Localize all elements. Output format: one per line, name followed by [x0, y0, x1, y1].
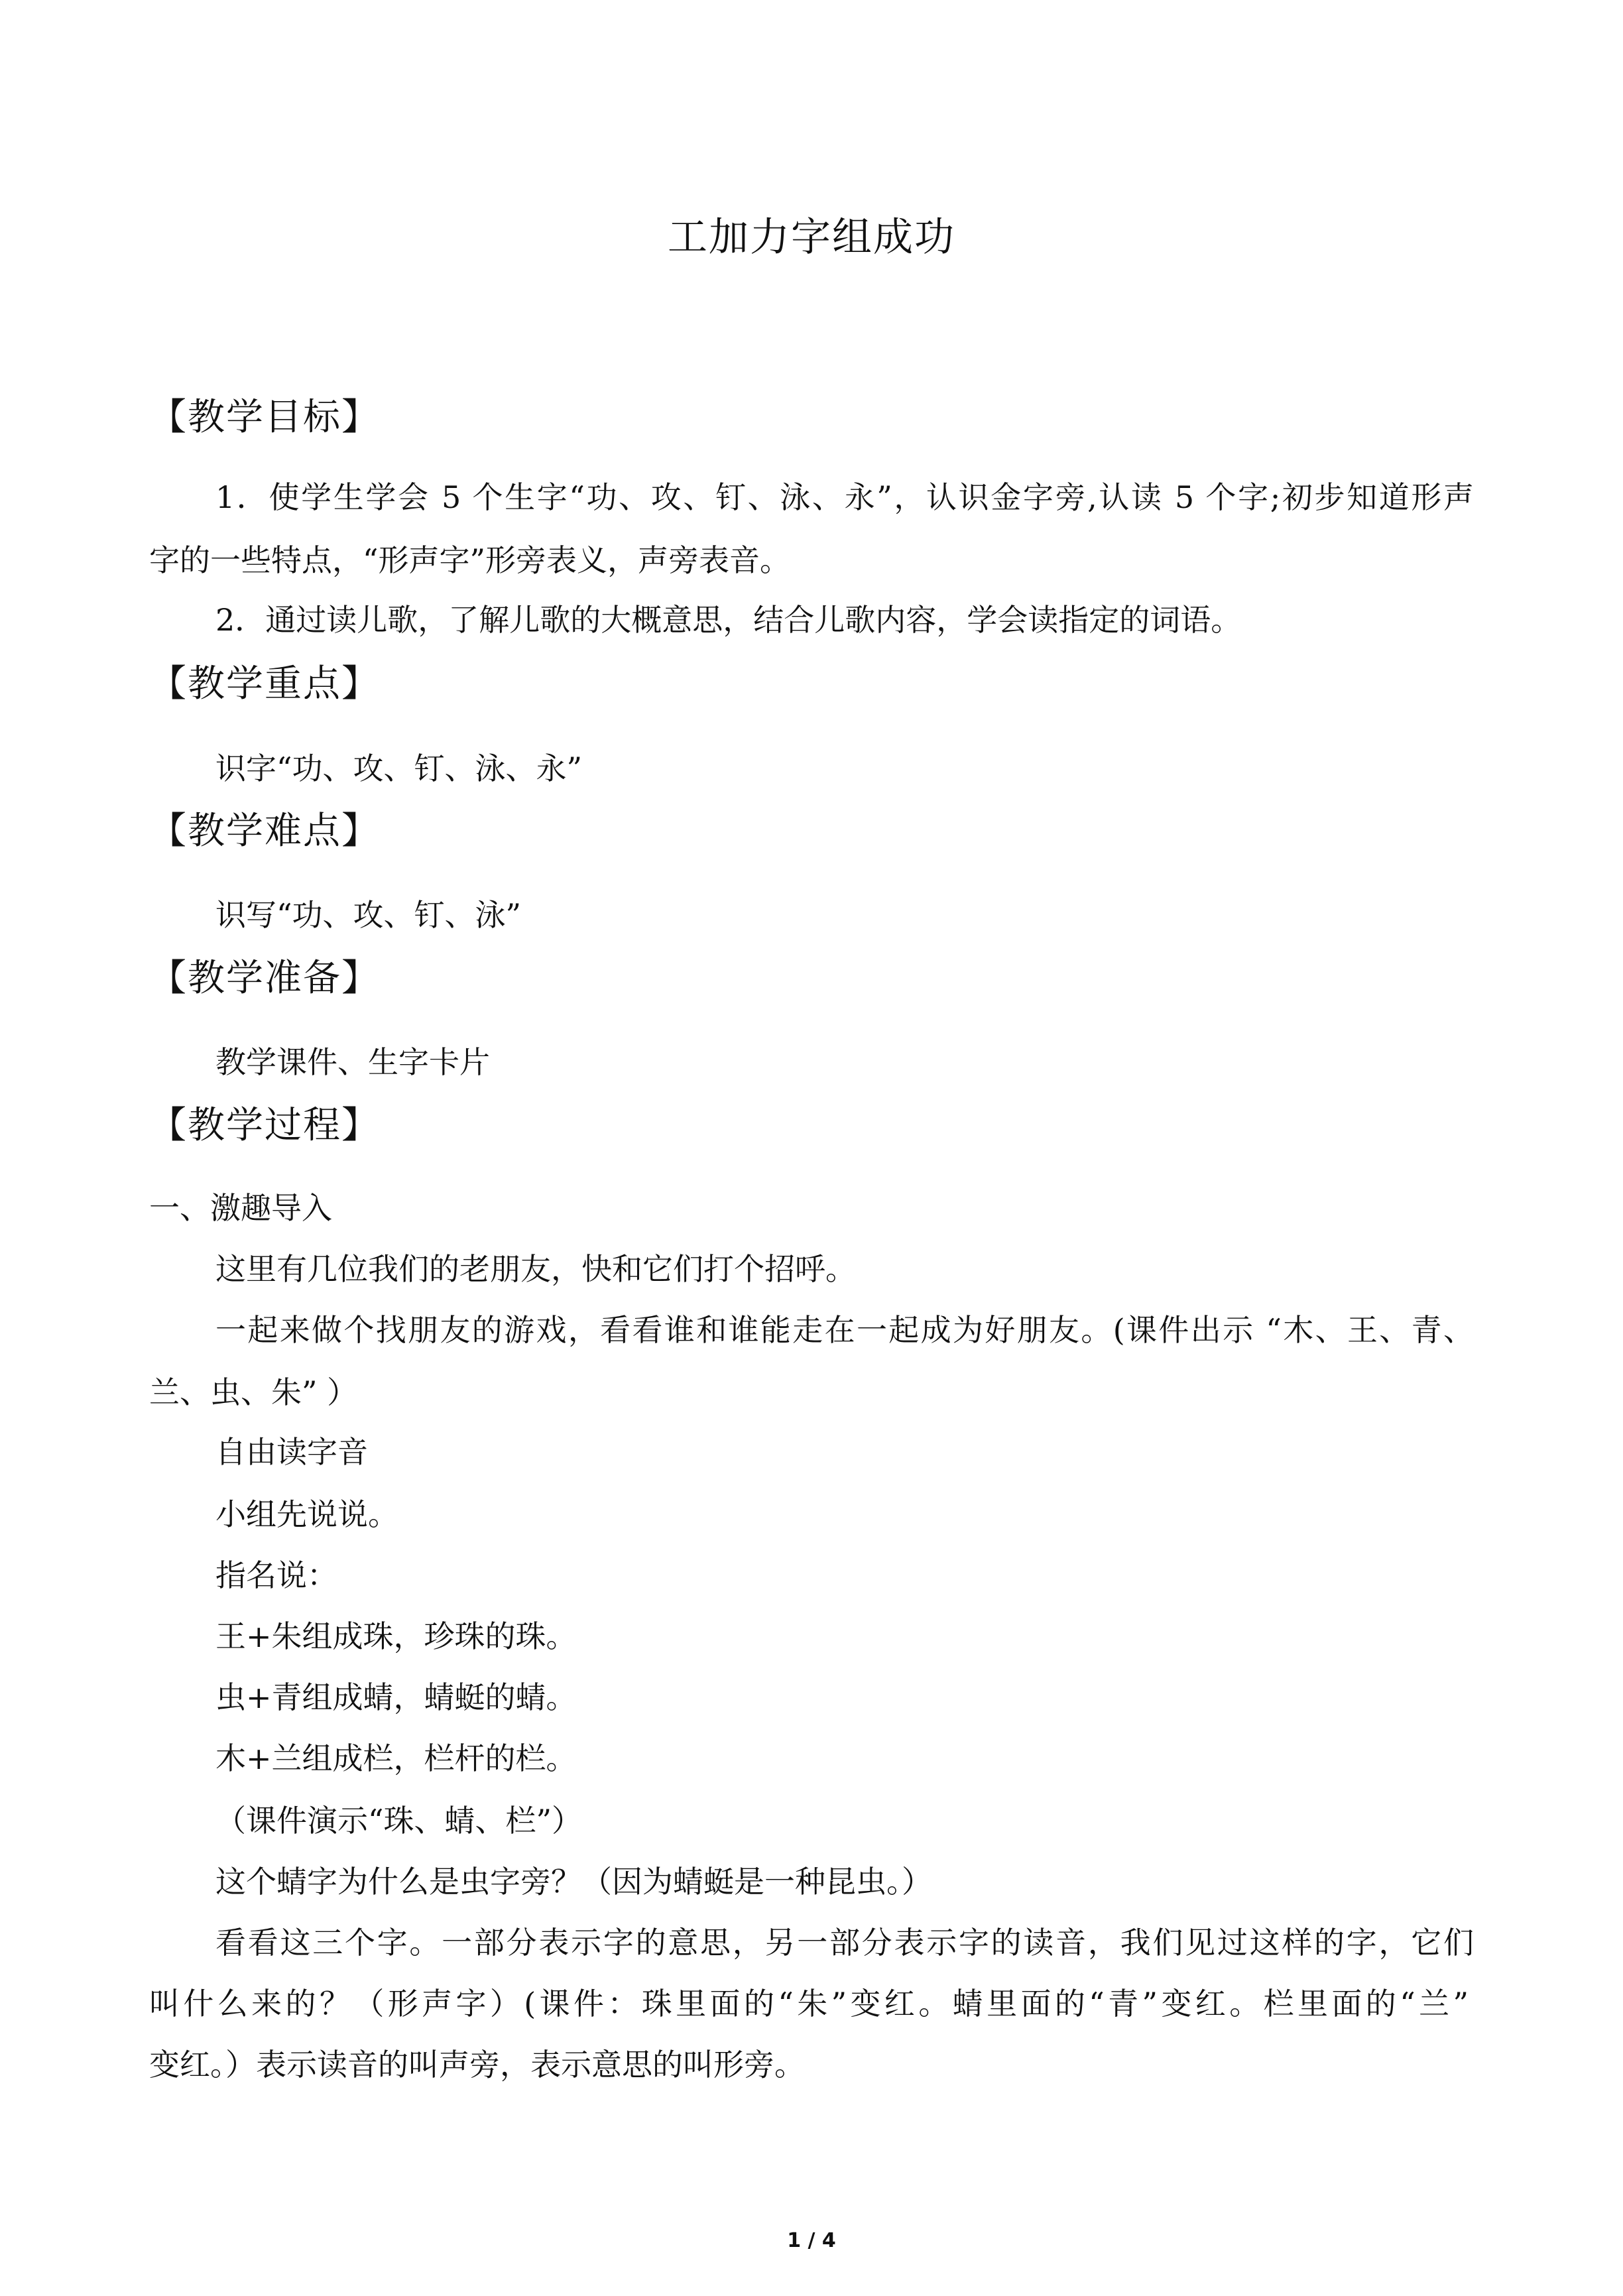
process-line-6: 小组先说说。: [215, 1496, 398, 1532]
goals-line-3: 2．通过读儿歌，了解儿歌的大概意思，结合儿歌内容，学会读指定的词语。: [215, 602, 1242, 638]
section-heading-process: 【教学过程】: [149, 1104, 380, 1147]
page-number: 1 / 4: [787, 2229, 836, 2252]
process-line-7: 指名说：: [215, 1557, 337, 1593]
process-line-15: 变红。）表示读音的叫声旁，表示意思的叫形旁。: [149, 2047, 805, 2083]
process-line-8: 王+朱组成珠，珍珠的珠。: [215, 1618, 577, 1654]
process-line-3: 一起来做个找朋友的游戏，看看谁和谁能走在一起成为好朋友。(课件出示 “木、王、青、: [215, 1312, 1474, 1348]
process-line-1: 一、激趣导入: [149, 1190, 332, 1226]
process-line-13: 看看这三个字。一部分表示字的意思，另一部分表示字的读音，我们见过这样的字，它们: [215, 1925, 1474, 1961]
goals-line-1: 1．使学生学会 5 个生字“功、攻、钉、泳、永”，认识金字旁,认读 5 个字;初步知道形声: [215, 479, 1474, 515]
process-line-10: 木+兰组成栏，栏杆的栏。: [215, 1740, 577, 1776]
process-line-9: 虫+青组成蜻，蜻蜓的蜻。: [215, 1679, 577, 1715]
section-heading-key-points: 【教学重点】: [149, 662, 380, 705]
process-line-5: 自由读字音: [215, 1434, 368, 1470]
process-line-12: 这个蜻字为什么是虫字旁？（因为蜻蜓是一种昆虫。）: [215, 1864, 932, 1900]
process-line-11: （课件演示“珠、蜻、栏”）: [215, 1803, 583, 1839]
page-title: 工加力字组成功: [668, 214, 955, 261]
section-heading-goals: 【教学目标】: [149, 396, 380, 439]
process-line-2: 这里有几位我们的老朋友，快和它们打个招呼。: [215, 1251, 856, 1287]
key-points-line-1: 识字“功、攻、钉、泳、永”: [215, 751, 583, 786]
difficulties-line-1: 识写“功、攻、钉、泳”: [215, 897, 522, 933]
goals-line-2: 字的一些特点，“形声字”形旁表义，声旁表音。: [149, 542, 791, 578]
process-line-14: 叫什么来的？（形声字）(课件：珠里面的“朱”变红。蜻里面的“青”变红。栏里面的“兰”: [149, 1986, 1469, 2022]
section-heading-preparation: 【教学准备】: [149, 957, 380, 1000]
preparation-line-1: 教学课件、生字卡片: [215, 1044, 490, 1080]
section-heading-difficulties: 【教学难点】: [149, 810, 380, 853]
process-line-4: 兰、虫、朱” ）: [149, 1374, 358, 1410]
